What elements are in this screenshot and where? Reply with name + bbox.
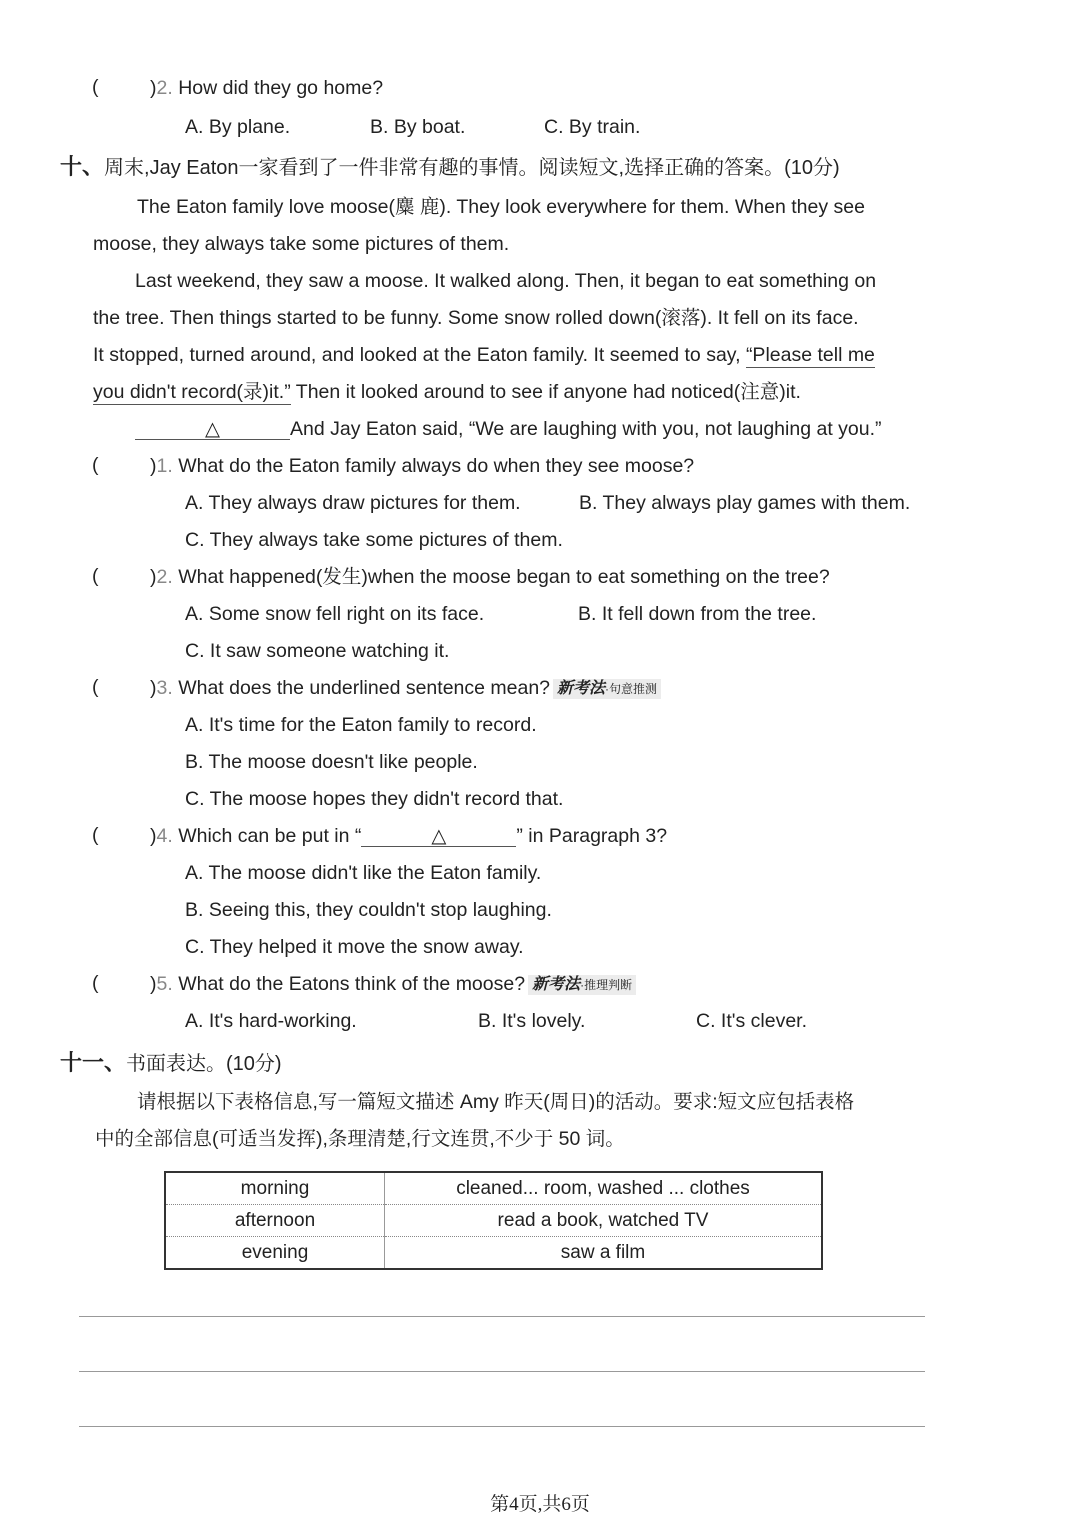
q1-option-b: B. They always play games with them.: [579, 492, 911, 514]
passage-p2-line3: It stopped, turned around, and looked at the Eaton family. It seemed to say, “Please tell me: [93, 344, 875, 366]
activity-cell: saw a film: [560, 1241, 646, 1263]
passage-blank[interactable]: △: [135, 417, 290, 440]
answer-paren[interactable]: (: [92, 676, 99, 698]
underlined-sentence: “Please tell me: [745, 344, 875, 366]
writing-instruction-line1: 请根据以下表格信息,写一篇短文描述 Amy 昨天(周日)的活动。要求:短文应包括表格: [137, 1091, 855, 1113]
q5-option-b: B. It's lovely.: [478, 1010, 586, 1032]
table-row: [165, 1205, 822, 1237]
question-prev-2: )2. How did they go home?: [150, 77, 384, 99]
writing-line[interactable]: [79, 1426, 925, 1427]
activity-cell: cleaned... room, washed ... clothes: [385, 1172, 823, 1205]
question-5: )5. What do the Eatons think of the moose? 新考法·推理判断: [150, 972, 636, 996]
answer-paren[interactable]: (: [92, 824, 99, 846]
time-cell: afternoon: [165, 1205, 385, 1237]
q1-option-a: A. They always draw pictures for them.: [185, 492, 521, 514]
question-1: )1. What do the Eaton family always do when they see moose?: [150, 455, 695, 477]
question-4: )4. Which can be put in “ △ ” in Paragraph 3?: [150, 825, 668, 847]
time-cell: evening: [165, 1237, 385, 1270]
q4-option-a: A. The moose didn't like the Eaton family.: [185, 862, 542, 884]
new-method-tag: 新考法·推理判断: [528, 975, 636, 995]
table-row: [165, 1172, 822, 1205]
section-11-title: 十一、书面表达。(10分): [60, 1050, 282, 1075]
activity-table: [164, 1171, 823, 1270]
q2-option-c: C. It saw someone watching it.: [185, 640, 450, 662]
answer-paren[interactable]: (: [92, 565, 99, 587]
writing-instruction-line2: 中的全部信息(可适当发挥),条理清楚,行文连贯,不少于 50 词。: [95, 1128, 625, 1150]
answer-paren[interactable]: (: [92, 454, 99, 476]
answer-paren[interactable]: (: [92, 972, 99, 994]
table-row: [165, 1237, 822, 1270]
question-2: )2. What happened(发生)when the moose began to eat something on the tree?: [150, 566, 830, 588]
option-b: B. By boat.: [370, 116, 466, 138]
q4-option-c: C. They helped it move the snow away.: [185, 936, 524, 958]
q2-option-b: B. It fell down from the tree.: [578, 603, 817, 625]
time-cell: morning: [165, 1172, 385, 1205]
passage-p3: △ And Jay Eaton said, “We are laughing with you, not laughing at you.”: [135, 417, 882, 441]
q5-option-c: C. It's clever.: [696, 1010, 808, 1032]
q3-option-a: A. It's time for the Eaton family to record.: [185, 714, 537, 736]
option-c: C. By train.: [544, 116, 641, 138]
page-number: 第4页,共6页: [490, 1494, 590, 1515]
q3-option-c: C. The moose hopes they didn't record that.: [185, 788, 564, 810]
passage-p1-line1: The Eaton family love moose(麋 鹿). They look everywhere for them. When they see: [137, 196, 865, 218]
q1-option-c: C. They always take some pictures of them.: [185, 529, 563, 551]
q3-option-b: B. The moose doesn't like people.: [185, 751, 478, 773]
q4-option-b: B. Seeing this, they couldn't stop laughing.: [185, 899, 552, 921]
underlined-sentence: you didn't record(录)it.”: [93, 381, 291, 403]
option-a: A. By plane.: [185, 116, 291, 138]
answer-paren[interactable]: (: [92, 76, 99, 98]
section-10-title: 十、周末,Jay Eaton一家看到了一件非常有趣的事情。阅读短文,选择正确的答案。(10分): [60, 154, 840, 179]
passage-p2-line2: the tree. Then things started to be funny. Some snow rolled down(滚落). It fell on its face.: [93, 307, 859, 329]
writing-line[interactable]: [79, 1371, 925, 1372]
q2-option-a: A. Some snow fell right on its face.: [185, 603, 485, 625]
activity-cell: read a book, watched TV: [385, 1205, 823, 1237]
question-3: )3. What does the underlined sentence mean? 新考法·句意推测: [150, 676, 661, 700]
passage-p2-line1: Last weekend, they saw a moose. It walked along. Then, it began to eat something on: [135, 270, 877, 292]
q5-option-a: A. It's hard-working.: [185, 1010, 357, 1032]
question-blank: △: [361, 824, 516, 847]
writing-line[interactable]: [79, 1316, 925, 1317]
passage-p2-line4: you didn't record(录)it.” Then it looked around to see if anyone had noticed(注意)it.: [93, 381, 801, 403]
passage-p1-line2: moose, they always take some pictures of them.: [93, 233, 510, 255]
new-method-tag: 新考法·句意推测: [553, 679, 661, 699]
